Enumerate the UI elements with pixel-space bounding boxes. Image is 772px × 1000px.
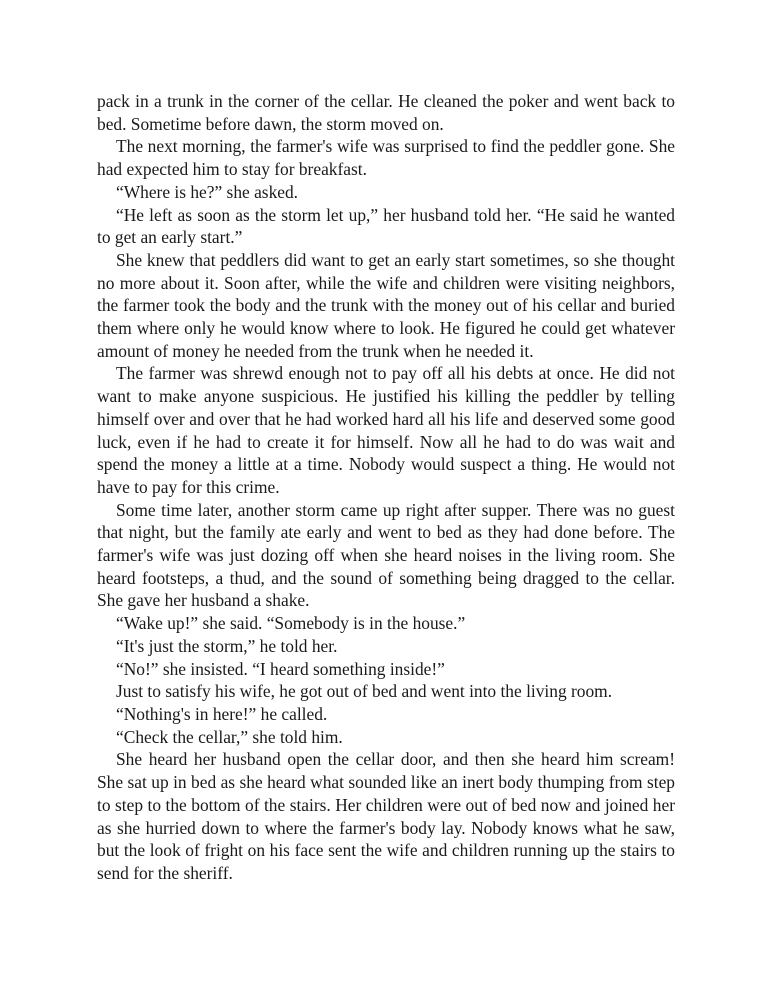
paragraph-9: “It's just the storm,” he told her. xyxy=(116,635,338,656)
paragraph-8: “Wake up!” she said. “Somebody is in the house.” xyxy=(116,613,466,634)
page-body xyxy=(97,90,675,885)
paragraph-3: “Where is he?” she asked. xyxy=(116,181,299,202)
paragraph-10: “No!” she insisted. “I heard something inside!” xyxy=(116,658,445,679)
paragraph-12: “Nothing's in here!” he called. xyxy=(116,703,328,724)
paragraph-11: Just to satisfy his wife, he got out of bed and went into the living room. xyxy=(116,681,613,702)
paragraph-4: “He left as soon as the storm let up,” her husband told her. “He said he wanted to get an early start.” xyxy=(97,204,675,248)
paragraph-14: She heard her husband open the cellar door, and then she heard him scream! She sat up in bed as she heard what sounded like an inert body thumping from step to step to the bottom of the stairs. Her children were out of bed now and joined her as she hurried down to where the farmer's body lay. Nobody knows what he saw, but the look of fright on his face sent the wife and children running up the stairs to send for the sheriff. xyxy=(97,749,675,883)
paragraph-6: The farmer was shrewd enough not to pay off all his debts at once. He did not want to make anyone suspicious. He justified his killing the peddler by telling himself over and over that he had worked hard all his life and deserved some good luck, even if he had to create it for himself. Now all he had to do was wait and spend the money a little at a time. Nobody would suspect a thing. He would not have to pay for this crime. xyxy=(97,363,675,497)
paragraph-5: She knew that peddlers did want to get an early start sometimes, so she thought no more about it. Soon after, while the wife and children were visiting neighbors, the farmer took the body and the trunk with the money out of his cellar and buried them where only he would know where to look. He figured he could get whatever amount of money he needed from the trunk when he needed it. xyxy=(97,249,675,361)
paragraph-1: pack in a trunk in the corner of the cellar. He cleaned the poker and went back to bed. Sometime before dawn, the storm moved on. xyxy=(97,91,675,134)
paragraph-2: The next morning, the farmer's wife was surprised to find the peddler gone. She had expected him to stay for breakfast. xyxy=(97,136,675,180)
paragraph-7: Some time later, another storm came up right after supper. There was no guest that night, but the family ate early and went to bed as they had done before. The farmer's wife was just dozing off when she heard noises in the living room. She heard footsteps, a thud, and the sound of something being dragged to the cellar. She gave her husband a shake. xyxy=(97,499,675,611)
paragraph-13: “Check the cellar,” she told him. xyxy=(116,726,343,747)
